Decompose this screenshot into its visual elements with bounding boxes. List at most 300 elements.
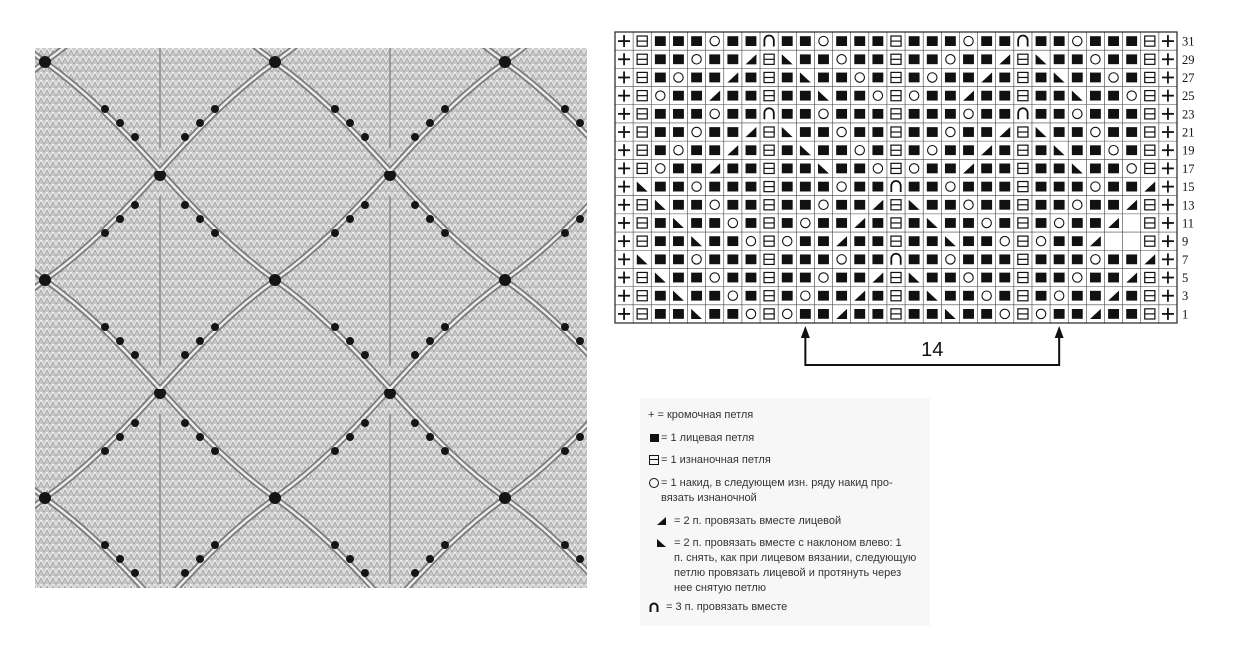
row-number: 3 (1182, 289, 1189, 304)
cell-knit (782, 182, 793, 192)
cell-knit (1090, 218, 1101, 228)
cell-knit (981, 236, 992, 246)
cell-knit (746, 109, 757, 119)
cell-knit (854, 236, 865, 246)
cell-knit (1108, 127, 1119, 137)
cell-knit (927, 91, 938, 101)
legend-item (648, 476, 926, 506)
cell-knit (909, 109, 920, 119)
cell-knit (981, 200, 992, 210)
cell-knit (691, 91, 702, 101)
cell-knit (999, 145, 1010, 155)
cell-knit (1054, 54, 1065, 64)
cell-knit (1090, 91, 1101, 101)
cell-knit (691, 145, 702, 155)
cell-knit (1054, 109, 1065, 119)
cell-knit (727, 109, 738, 119)
cell-knit (800, 36, 811, 46)
cell-knit (673, 36, 684, 46)
cell-knit (800, 164, 811, 174)
cell-knit (999, 291, 1010, 301)
cell-knit (727, 182, 738, 192)
cell-knit (909, 73, 920, 83)
cell-knit (1072, 291, 1083, 301)
cell-knit (872, 145, 883, 155)
cell-knit (673, 182, 684, 192)
cell-knit (691, 109, 702, 119)
legend-text: = 1 накид, в следующем изн. ряду накид про- вязать изнаночной (661, 477, 893, 504)
cell-knit (999, 91, 1010, 101)
legend-text: = 2 п. провязать вместе с наклоном влево: 1 п. снять, как при лицевом вязании, следующую петлю провязать лицевой и протянуть через нее снятую петлю (674, 537, 917, 594)
cell-knit (927, 200, 938, 210)
cell-knit (1090, 273, 1101, 283)
cell-knit (872, 291, 883, 301)
cell-knit (1054, 273, 1065, 283)
cell-knit (1054, 164, 1065, 174)
k2tog-icon (656, 514, 670, 528)
cell-knit (945, 200, 956, 210)
cell-knit (818, 236, 829, 246)
cell-knit (963, 127, 974, 137)
cell-knit (655, 54, 666, 64)
cell-knit (963, 309, 974, 319)
cell-knit (691, 291, 702, 301)
cell-knit (945, 145, 956, 155)
cell-knit (782, 291, 793, 301)
cell-knit (963, 236, 974, 246)
cell-knit (999, 109, 1010, 119)
cell-knit (800, 127, 811, 137)
cell-knit (999, 273, 1010, 283)
cell-knit (963, 145, 974, 155)
cell-knit (1072, 73, 1083, 83)
cell-knit (836, 200, 847, 210)
cell-knit (872, 36, 883, 46)
knit-stitch-icon (650, 434, 659, 442)
cell-knit (673, 109, 684, 119)
cell-knit (673, 164, 684, 174)
cell-knit (746, 200, 757, 210)
cell-knit (927, 164, 938, 174)
cell-knit (691, 73, 702, 83)
cell-knit (746, 218, 757, 228)
cell-knit (927, 309, 938, 319)
cell-knit (800, 200, 811, 210)
cell-knit (746, 91, 757, 101)
cell-knit (1054, 200, 1065, 210)
cell-knit (872, 109, 883, 119)
cell-knit (782, 200, 793, 210)
cell-knit (1090, 291, 1101, 301)
cell-knit (927, 109, 938, 119)
cell-knit (691, 218, 702, 228)
cell-knit (818, 309, 829, 319)
cell-knit (1126, 54, 1137, 64)
cell-knit (854, 164, 865, 174)
cell-knit (673, 91, 684, 101)
cell-knit (1126, 36, 1137, 46)
cell-knit (1108, 164, 1119, 174)
cell-knit (727, 236, 738, 246)
cell-knit (818, 54, 829, 64)
cell-knit (1054, 236, 1065, 246)
cell-knit (727, 164, 738, 174)
cell-knit (945, 218, 956, 228)
cell-knit (782, 36, 793, 46)
cell-knit (981, 36, 992, 46)
cell-knit (727, 36, 738, 46)
cell-knit (1126, 309, 1137, 319)
cell-knit (909, 218, 920, 228)
cell-knit (1054, 91, 1065, 101)
row-number: 25 (1182, 89, 1195, 104)
cell-knit (927, 36, 938, 46)
legend-item (648, 453, 926, 468)
cell-knit (872, 218, 883, 228)
cell-knit (981, 273, 992, 283)
cell-knit (782, 91, 793, 101)
cell-knit (836, 218, 847, 228)
cell-knit (1108, 200, 1119, 210)
cell-knit (1036, 254, 1047, 264)
cell-knit (782, 73, 793, 83)
row-number: 11 (1182, 216, 1195, 231)
cell-knit (854, 309, 865, 319)
cell-knit (709, 127, 720, 137)
cell-knit (963, 182, 974, 192)
row-number: 27 (1182, 70, 1195, 85)
cell-knit (782, 164, 793, 174)
legend-item (648, 600, 926, 615)
legend-item (648, 408, 926, 423)
cell-knit (1072, 54, 1083, 64)
row-number: 9 (1182, 234, 1189, 249)
cell-knit (1072, 309, 1083, 319)
cell-knit (1108, 273, 1119, 283)
cell-knit (1072, 254, 1083, 264)
cell-knit (727, 254, 738, 264)
cell-knit (1108, 54, 1119, 64)
cell-knit (727, 54, 738, 64)
cell-knit (1036, 109, 1047, 119)
row-number: 29 (1182, 52, 1195, 67)
cell-knit (999, 182, 1010, 192)
cell-knit (872, 236, 883, 246)
cell-knit (854, 91, 865, 101)
cell-knit (818, 73, 829, 83)
cell-knit (655, 127, 666, 137)
cell-knit (999, 218, 1010, 228)
cell-knit (927, 273, 938, 283)
cell-knit (981, 182, 992, 192)
cell-knit (1072, 218, 1083, 228)
cell-knit (727, 91, 738, 101)
cell-knit (999, 36, 1010, 46)
cell-knit (1108, 254, 1119, 264)
cell-knit (746, 164, 757, 174)
cell-knit (673, 236, 684, 246)
cell-knit (872, 309, 883, 319)
cell-knit (800, 54, 811, 64)
cell-knit (1126, 73, 1137, 83)
cell-knit (1126, 127, 1137, 137)
cell-knit (1090, 73, 1101, 83)
cell-knit (854, 254, 865, 264)
cell-knit (1054, 36, 1065, 46)
cell-knit (872, 54, 883, 64)
cell-knit (1126, 145, 1137, 155)
row-number: 7 (1182, 252, 1189, 267)
cell-knit (1054, 309, 1065, 319)
cell-knit (1108, 36, 1119, 46)
cell-knit (1090, 164, 1101, 174)
cell-knit (1072, 182, 1083, 192)
cell-knit (818, 182, 829, 192)
cell-knit (854, 54, 865, 64)
cell-knit (673, 273, 684, 283)
cell-knit (1126, 291, 1137, 301)
cell-knit (709, 73, 720, 83)
ssk-icon (656, 536, 670, 550)
cell-knit (1036, 182, 1047, 192)
cell-knit (1036, 91, 1047, 101)
cell-knit (1108, 109, 1119, 119)
cell-knit (909, 291, 920, 301)
cell-knit (836, 291, 847, 301)
cell-knit (818, 254, 829, 264)
cell-knit (854, 109, 865, 119)
cell-knit (746, 254, 757, 264)
legend-text: = 2 п. провязать вместе лицевой (674, 515, 842, 527)
cell-knit (1072, 236, 1083, 246)
row-number: 31 (1182, 34, 1195, 49)
cell-knit (872, 73, 883, 83)
cell-knit (872, 254, 883, 264)
cell-knit (945, 164, 956, 174)
cell-knit (709, 291, 720, 301)
legend-text: + = кромочная петля (648, 409, 754, 421)
cell-knit (655, 218, 666, 228)
cell-knit (909, 127, 920, 137)
cell-knit (854, 36, 865, 46)
cell-knit (655, 254, 666, 264)
cell-knit (854, 273, 865, 283)
cell-knit (818, 291, 829, 301)
cell-knit (746, 36, 757, 46)
cell-knit (655, 309, 666, 319)
cell-knit (999, 254, 1010, 264)
cell-knit (981, 91, 992, 101)
cell-knit (945, 291, 956, 301)
cell-knit (927, 236, 938, 246)
cell-knit (1108, 182, 1119, 192)
yarn-over-icon (649, 478, 659, 488)
cell-knit (854, 182, 865, 192)
cell-knit (746, 291, 757, 301)
cell-knit (1090, 200, 1101, 210)
cell-knit (854, 200, 865, 210)
cell-knit (673, 254, 684, 264)
cell-knit (655, 73, 666, 83)
cell-knit (782, 254, 793, 264)
cell-knit (909, 309, 920, 319)
cell-knit (746, 273, 757, 283)
cell-knit (927, 254, 938, 264)
cell-knit (836, 145, 847, 155)
legend-text: = 1 изнаночная петля (661, 454, 771, 466)
cell-knit (709, 218, 720, 228)
cell-knit (872, 182, 883, 192)
cell-knit (1036, 273, 1047, 283)
row-number: 23 (1182, 107, 1195, 122)
cell-knit (1036, 200, 1047, 210)
cell-knit (1054, 127, 1065, 137)
cell-knit (746, 73, 757, 83)
cell-knit (655, 36, 666, 46)
row-number: 5 (1182, 271, 1189, 286)
cell-knit (1126, 109, 1137, 119)
cell-knit (945, 36, 956, 46)
cell-knit (800, 91, 811, 101)
legend-item (648, 431, 926, 446)
cell-knit (981, 164, 992, 174)
chart-legend (640, 398, 930, 626)
legend-item (656, 536, 926, 596)
cell-knit (981, 309, 992, 319)
cell-knit (673, 127, 684, 137)
cell-knit (963, 73, 974, 83)
cell-knit (1108, 91, 1119, 101)
cell-knit (800, 182, 811, 192)
cell-knit (999, 200, 1010, 210)
cell-knit (655, 109, 666, 119)
cell-knit (836, 273, 847, 283)
cell-knit (981, 254, 992, 264)
cell-knit (800, 254, 811, 264)
cell-knit (746, 145, 757, 155)
purl-stitch-icon (649, 455, 659, 465)
cell-knit (1090, 109, 1101, 119)
cell-knit (655, 236, 666, 246)
cell-knit (1072, 145, 1083, 155)
row-number: 13 (1182, 198, 1195, 213)
cell-knit (999, 73, 1010, 83)
row-number: 15 (1182, 180, 1195, 195)
cell-knit (691, 164, 702, 174)
cell-knit (818, 145, 829, 155)
cell-knit (872, 127, 883, 137)
cell-knit (963, 54, 974, 64)
cell-knit (1036, 36, 1047, 46)
cell-knit (1054, 182, 1065, 192)
cell-knit (709, 254, 720, 264)
cell-knit (673, 54, 684, 64)
cell-knit (1072, 127, 1083, 137)
cell-knit (1090, 36, 1101, 46)
cell-knit (709, 54, 720, 64)
cell-knit (691, 273, 702, 283)
cell-knit (981, 54, 992, 64)
cell-knit (1090, 145, 1101, 155)
cell-knit (981, 127, 992, 137)
cell-knit (818, 218, 829, 228)
cell-knit (727, 309, 738, 319)
cell-knit (800, 309, 811, 319)
cell-knit (1036, 218, 1047, 228)
cell-knit (909, 36, 920, 46)
repeat-label: 14 (921, 339, 944, 361)
cell-knit (782, 109, 793, 119)
cell-knit (727, 273, 738, 283)
arrow-up-icon (801, 326, 810, 338)
arrow-up-icon (1055, 326, 1064, 338)
cell-knit (655, 182, 666, 192)
cell-knit (927, 54, 938, 64)
cell-knit (673, 200, 684, 210)
cell-knit (999, 164, 1010, 174)
legend-item (656, 514, 926, 529)
cell-knit (655, 145, 666, 155)
cell-knit (709, 309, 720, 319)
row-number: 1 (1182, 307, 1189, 322)
row-number: 19 (1182, 143, 1195, 158)
cell-knit (709, 236, 720, 246)
cell-knit (963, 218, 974, 228)
cell-knit (800, 236, 811, 246)
cell-knit (727, 127, 738, 137)
cell-knit (655, 291, 666, 301)
cell-knit (927, 127, 938, 137)
cell-knit (854, 127, 865, 137)
cell-knit (691, 200, 702, 210)
cell-knit (1036, 145, 1047, 155)
cell-knit (1036, 73, 1047, 83)
cell-knit (836, 164, 847, 174)
cell-knit (927, 182, 938, 192)
cell-knit (782, 218, 793, 228)
cell-knit (945, 109, 956, 119)
cell-knit (1054, 254, 1065, 264)
cell-knit (836, 91, 847, 101)
row-number: 21 (1182, 125, 1195, 140)
cell-knit (746, 182, 757, 192)
cell-knit (1126, 182, 1137, 192)
cell-knit (909, 254, 920, 264)
cell-knit (945, 91, 956, 101)
cell-knit (945, 73, 956, 83)
cell-knit (800, 109, 811, 119)
cell-knit (909, 145, 920, 155)
cell-knit (1036, 291, 1047, 301)
cell-knit (673, 309, 684, 319)
cell-knit (782, 273, 793, 283)
row-number: 17 (1182, 161, 1195, 176)
cell-knit (963, 254, 974, 264)
cell-knit (836, 36, 847, 46)
cell-knit (782, 145, 793, 155)
cell-knit (909, 182, 920, 192)
cell-knit (945, 273, 956, 283)
cell-knit (836, 109, 847, 119)
cell-knit (981, 109, 992, 119)
cell-knit (727, 200, 738, 210)
cell-knit (836, 73, 847, 83)
cell-knit (963, 291, 974, 301)
cell-knit (1036, 164, 1047, 174)
cell-knit (691, 36, 702, 46)
cell-knit (818, 127, 829, 137)
k3tog-icon (648, 600, 662, 614)
